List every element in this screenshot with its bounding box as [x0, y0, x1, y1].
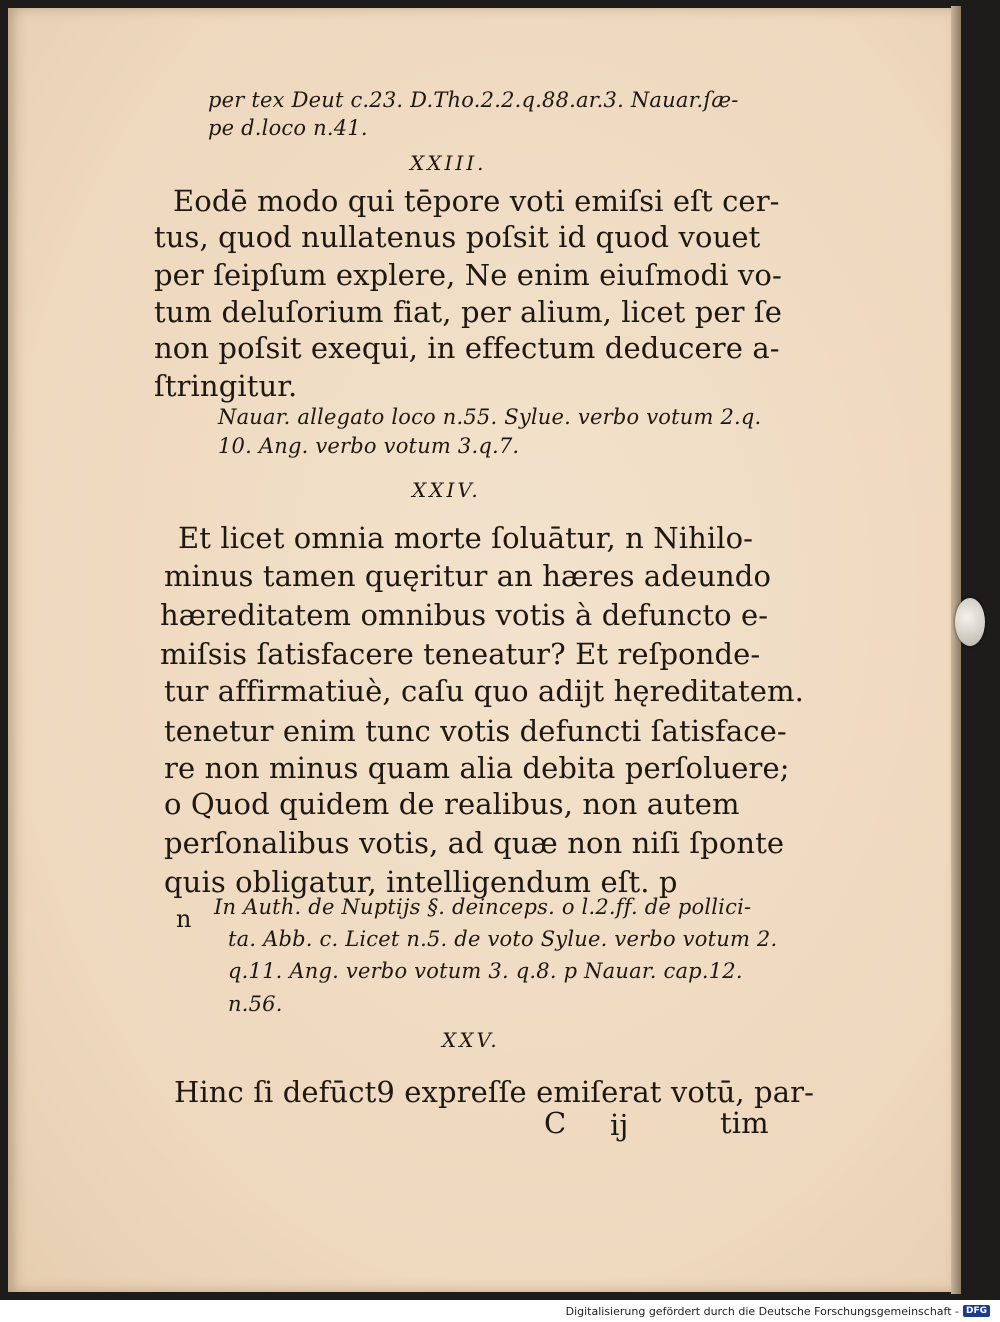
section-heading: XXIV. [412, 478, 481, 502]
citation-line: pe d.loco n.41. [208, 116, 368, 140]
text-line: per ſeipſum explere, Ne enim eiuſmodi vo- [154, 258, 782, 292]
text-line: Eodē modo qui tēpore voti emiſsi eſt cer- [173, 184, 780, 218]
dfg-logo: DFG [963, 1305, 990, 1317]
text-line: miſsis ſatisfacere teneatur? Et reſponde- [160, 637, 761, 671]
footnote-line: q.11. Ang. verbo votum 3. q.8. p Nauar. cap.12. [228, 959, 743, 983]
book-page [8, 8, 952, 1292]
citation-line: 10. Ang. verbo votum 3.q.7. [218, 434, 520, 458]
text-line: hæreditatem omnibus votis à defuncto e- [160, 598, 769, 632]
footnote-line: ta. Abb. c. Licet n.5. de voto Sylue. verbo votum 2. [228, 927, 778, 951]
margin-note-letter: n [176, 905, 192, 933]
text-line: Et licet omnia morte ſoluātur, n Nihilo- [178, 521, 754, 555]
citation-line: Nauar. allegato loco n.55. Sylue. verbo votum 2.q. [218, 405, 762, 429]
text-line: minus tamen quęritur an hæres adeundo [164, 559, 772, 593]
footer-text: Digitalisierung gefördert durch die Deutsche Forschungsgemeinschaft - [565, 1304, 959, 1318]
text-line: non poſsit exequi, in effectum deducere a- [154, 331, 780, 365]
text-line: ſtringitur. [154, 369, 298, 403]
page-edge [951, 6, 961, 1294]
signature-mark: ij [610, 1108, 629, 1142]
signature-mark: C [544, 1106, 567, 1140]
text-line: re non minus quam alia debita perſoluere; [164, 751, 790, 785]
citation-line: per tex Deut c.23. D.Tho.2.2.q.88.ar.3. Nauar.ſæ- [208, 88, 739, 112]
text-line: Hinc ſi defūct9 expreſſe emiſerat votū, par- [174, 1075, 814, 1109]
text-line: o Quod quidem de realibus, non autem [164, 787, 740, 821]
footnote-line: In Auth. de Nuptijs §. deinceps. o l.2.ff. de pollici- [214, 895, 752, 919]
text-line: perſonalibus votis, ad quæ non niſi ſponte [164, 826, 785, 860]
text-line: quis obligatur, intelligendum eſt. p [164, 865, 678, 899]
paper-clip-tab [955, 598, 985, 646]
text-line: tenetur enim tunc votis defuncti ſatisface- [164, 714, 787, 748]
text-line: tus, quod nullatenus poſsit id quod vouet [154, 220, 761, 254]
section-heading: XXV. [442, 1028, 500, 1052]
text-line: tur affirmatiuè, caſu quo adijt hęreditatem. [164, 674, 804, 708]
text-line: tum deluſorium fiat, per alium, licet per ſe [154, 295, 783, 329]
section-heading: XXIII. [410, 151, 487, 175]
funding-footer [566, 1303, 990, 1319]
footnote-line: n.56. [228, 992, 283, 1016]
catchword: tim [720, 1106, 769, 1140]
